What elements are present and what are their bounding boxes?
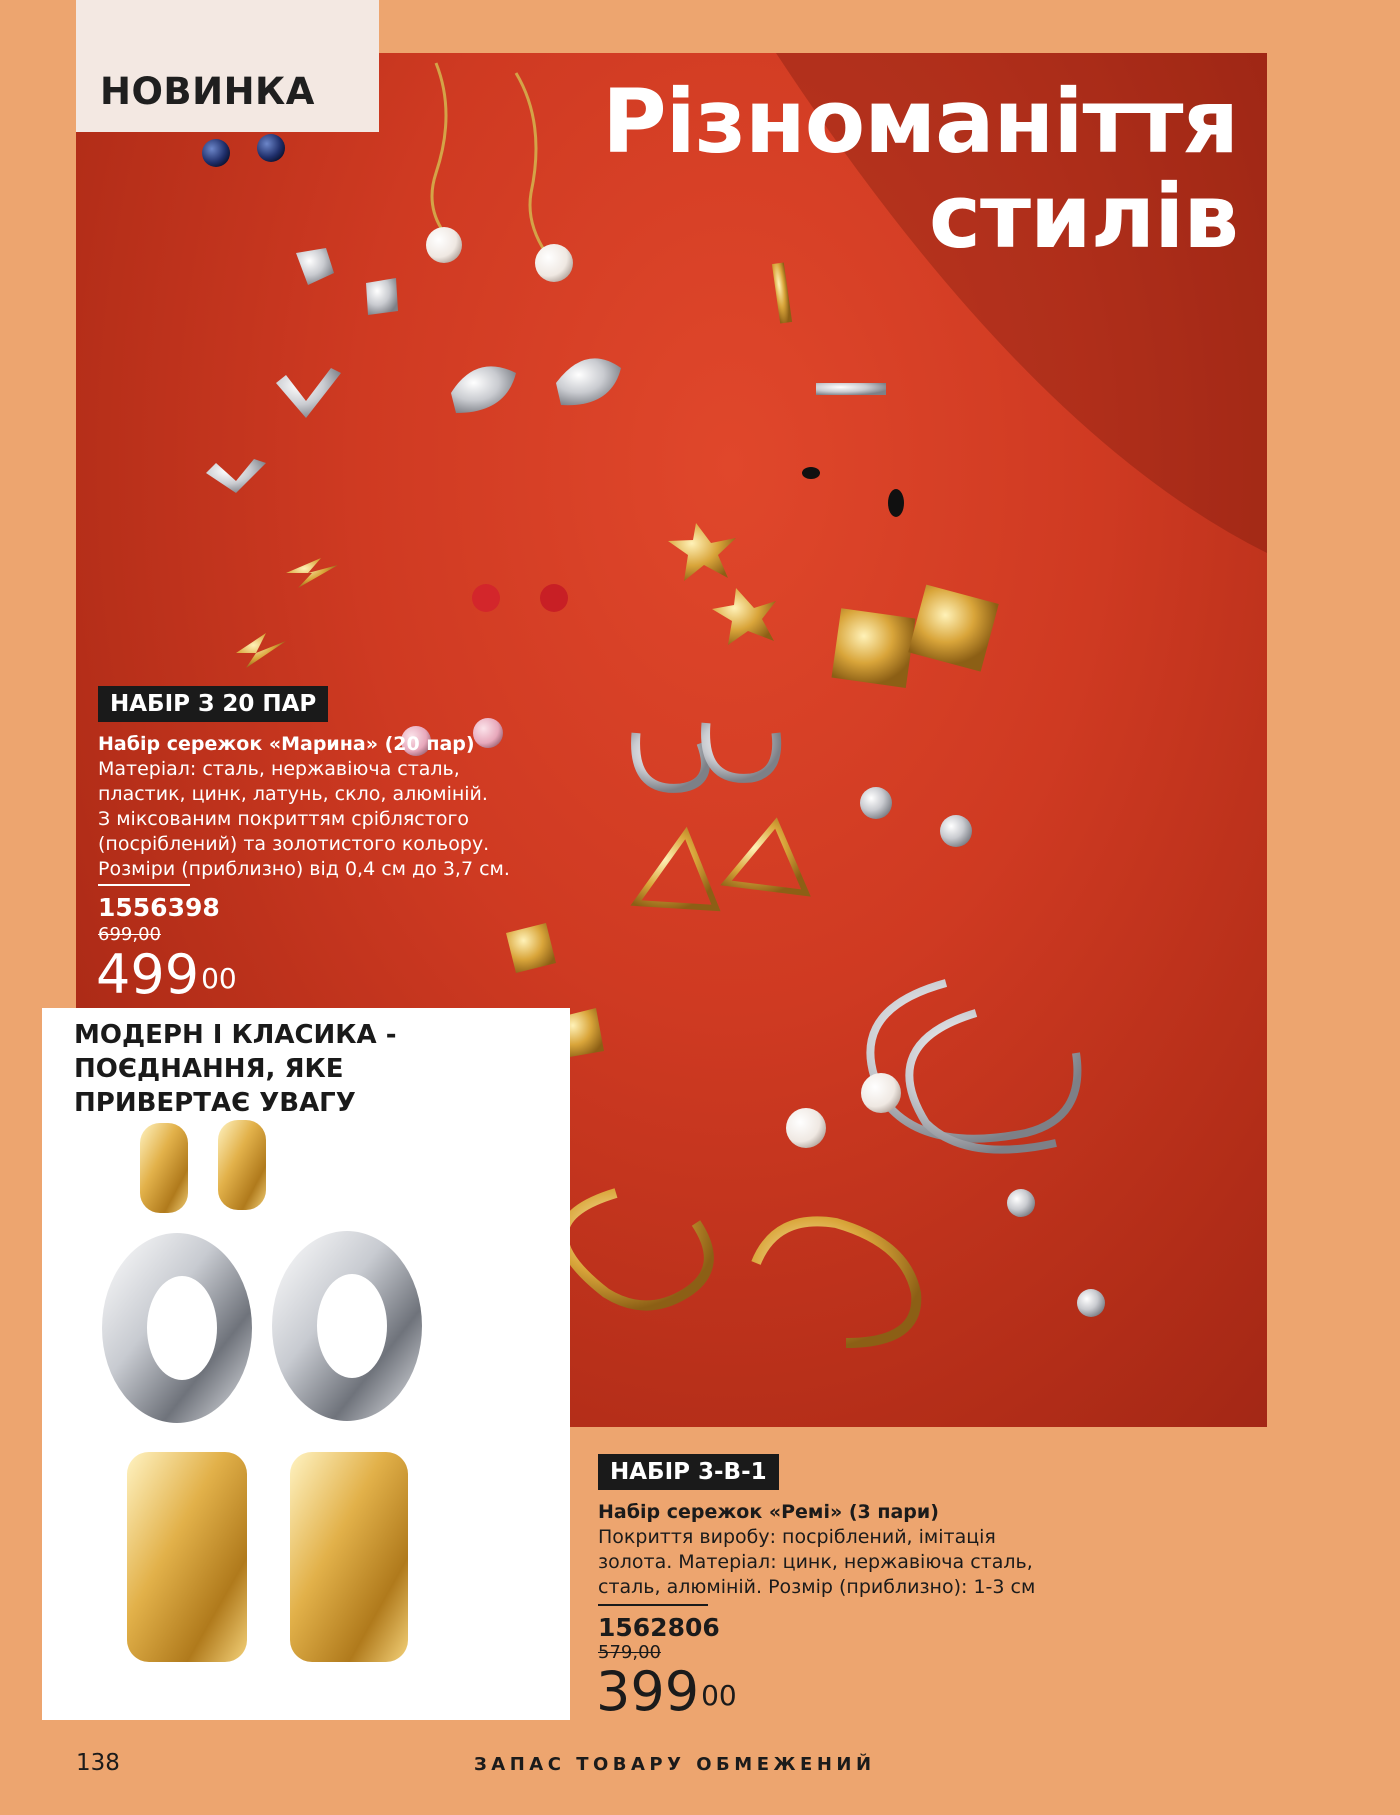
product1-price-cents: 00 bbox=[201, 962, 237, 995]
product1-description bbox=[98, 732, 538, 882]
product2-code: 1562806 bbox=[598, 1613, 720, 1642]
product2-price bbox=[596, 1660, 737, 1723]
panel-title: МОДЕРН І КЛАСИКА - ПОЄДНАННЯ, ЯКЕ ПРИВЕРТАЄ УВАГУ bbox=[74, 1020, 397, 1118]
new-badge-label: НОВИНКА bbox=[100, 70, 315, 113]
product2-divider bbox=[598, 1604, 708, 1606]
headline bbox=[602, 70, 1238, 268]
product1-code: 1556398 bbox=[98, 893, 220, 922]
product1-tag: НАБІР З 20 ПАР bbox=[98, 686, 328, 722]
page-number: 138 bbox=[76, 1750, 120, 1776]
product1-desc-line: Розміри (приблизно) від 0,4 см до 3,7 см. bbox=[98, 858, 510, 880]
headline-line-2: стилів bbox=[928, 165, 1238, 268]
product1-old-price: 699,00 bbox=[98, 924, 161, 945]
product2-description bbox=[598, 1500, 1068, 1600]
product1-desc-line: пластик, цинк, латунь, скло, алюміній. bbox=[98, 783, 488, 805]
product1-price bbox=[96, 943, 237, 1006]
product1-desc-line: Матеріал: сталь, нержавіюча сталь, bbox=[98, 758, 460, 780]
product2-old-price: 579,00 bbox=[598, 1642, 661, 1663]
new-badge bbox=[76, 0, 379, 132]
product2-desc-line: золота. Матеріал: цинк, нержавіюча сталь, bbox=[598, 1551, 1033, 1573]
product1-desc-line: З міксованим покриттям сріблястого bbox=[98, 808, 470, 830]
product1-price-main: 499 bbox=[96, 943, 200, 1006]
product1-name: Набір сережок «Марина» (20 пар) bbox=[98, 733, 475, 755]
product1-divider bbox=[98, 884, 190, 886]
product2-desc-line: сталь, алюміній. Розмір (приблизно): 1-3 см bbox=[598, 1576, 1036, 1598]
product2-desc-line: Покриття виробу: посріблений, імітація bbox=[598, 1526, 996, 1548]
product2-price-cents: 00 bbox=[701, 1679, 737, 1712]
product1-desc-line: (посріблений) та золотистого кольору. bbox=[98, 833, 490, 855]
product2-price-main: 399 bbox=[596, 1660, 700, 1723]
footer-note: ЗАПАС ТОВАРУ ОБМЕЖЕНИЙ bbox=[474, 1754, 876, 1775]
product2-name: Набір сережок «Ремі» (3 пари) bbox=[598, 1501, 939, 1523]
headline-line-1: Різноманіття bbox=[602, 70, 1238, 173]
product2-tag: НАБІР 3-В-1 bbox=[598, 1454, 779, 1490]
